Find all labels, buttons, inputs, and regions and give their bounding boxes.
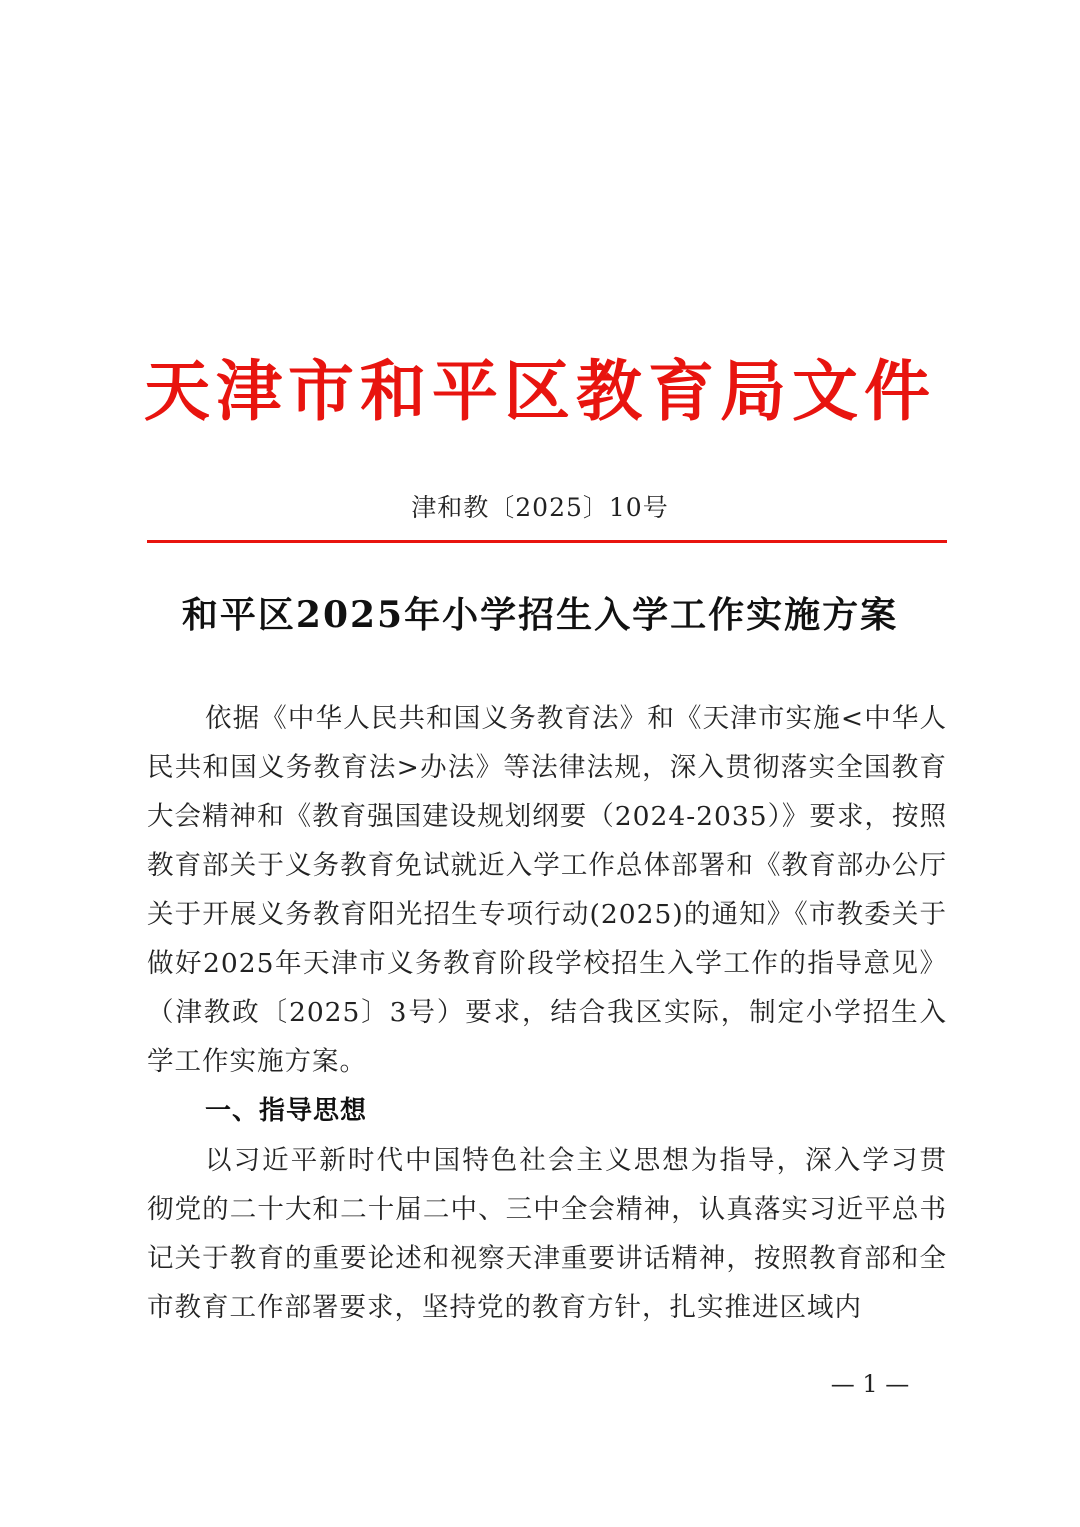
body-paragraph-guiding-ideology: 以习近平新时代中国特色社会主义思想为指导，深入学习贯彻党的二十大和二十届二中、三中全会精神，认真落实习近平总书记关于教育的重要论述和视察天津重要讲话精神，按照教育部和全市教育工作部署要求，坚持党的教育方针，扎实推进区域内 <box>147 1145 947 1323</box>
body-paragraph-intro: 依据《中华人民共和国义务教育法》和《天津市实施<中华人民共和国义务教育法>办法》等法律法规，深入贯彻落实全国教育大会精神和《教育强国建设规划纲要（2024-2035）》要求，按照教育部关于义务教育免试就近入学工作总体部署和《教育部办公厅关于开展义务教育阳光招生专项行动(2025)的通知》《市教委关于做好2025年天津市义务教育阶段学校招生入学工作的指导意见》（津教政〔2025〕3号）要求，结合我区实际，制定小学招生入学工作实施方案。 <box>147 703 947 1077</box>
masthead-title: 天津市和平区教育局文件 <box>144 353 936 430</box>
document-title: 和平区2025年小学招生入学工作实施方案 <box>181 594 899 636</box>
document-number: 津和教〔2025〕10号 <box>411 493 669 522</box>
page-number: — 1 — <box>830 1370 910 1398</box>
section-heading-guiding-ideology: 一、指导思想 <box>205 1096 368 1126</box>
red-divider-line <box>147 540 947 543</box>
